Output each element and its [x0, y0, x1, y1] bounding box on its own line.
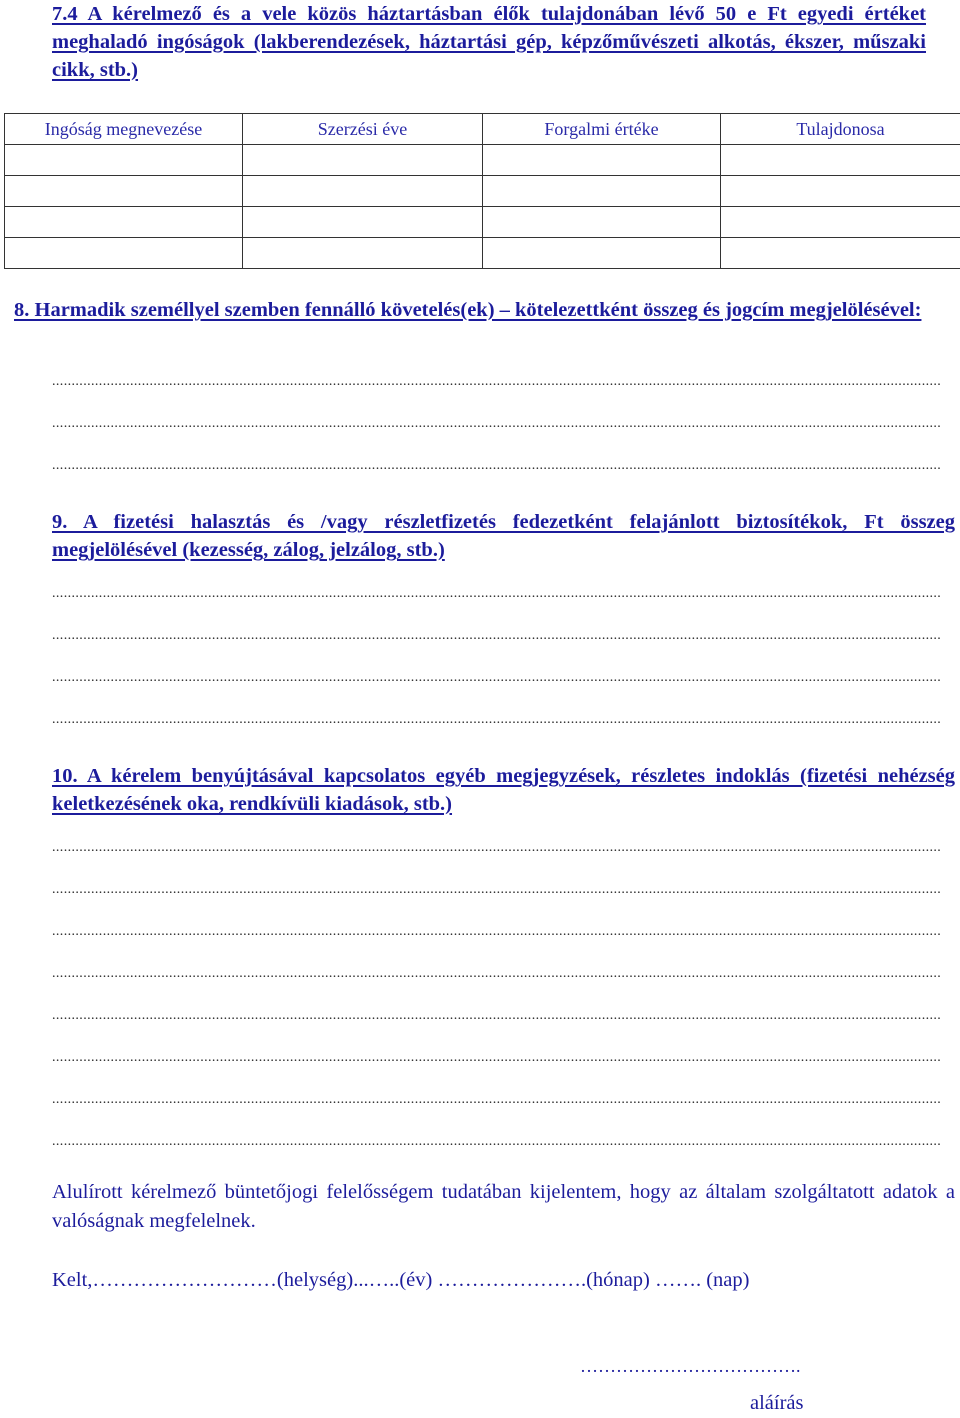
fill-in-line[interactable]: ....................................................................................................................................................................................................................................: [52, 924, 942, 939]
table-cell[interactable]: [483, 176, 721, 207]
fill-in-line[interactable]: ....................................................................................................................................................................................................................................: [52, 458, 942, 473]
table-cell[interactable]: [5, 176, 243, 207]
section-9-heading: 9. A fizetési halasztás és /vagy részletfizetés fedezetként felajánlott biztosítékok, Ft összeg megjelölésével (kezesség, zálog, jelzálog, stb.): [52, 511, 955, 561]
table-header-row: [5, 114, 960, 145]
table-cell[interactable]: [243, 238, 483, 269]
signature-label: aláírás: [750, 1392, 804, 1414]
table-cell[interactable]: [721, 145, 960, 176]
fill-in-line[interactable]: ....................................................................................................................................................................................................................................: [52, 840, 942, 855]
column-header-acquisition-year: Szerzési éve: [243, 114, 483, 145]
table-cell[interactable]: [483, 238, 721, 269]
table-cell[interactable]: [721, 207, 960, 238]
fill-in-line[interactable]: ....................................................................................................................................................................................................................................: [52, 628, 942, 643]
declaration-text: Alulírott kérelmező büntetőjogi felelősségem tudatában kijelentem, hogy az általam szolgáltatott adatok a valóságnak megfelelnek.: [52, 1181, 955, 1232]
table-row: [5, 238, 960, 269]
fill-in-line[interactable]: ....................................................................................................................................................................................................................................: [52, 416, 942, 431]
fill-in-line[interactable]: ....................................................................................................................................................................................................................................: [52, 882, 942, 897]
signature-line[interactable]: ……………………………….: [580, 1356, 801, 1376]
table-cell[interactable]: [5, 207, 243, 238]
fill-in-line[interactable]: ....................................................................................................................................................................................................................................: [52, 1050, 942, 1065]
table-cell[interactable]: [483, 207, 721, 238]
property-table: [4, 113, 960, 269]
table-cell[interactable]: [721, 238, 960, 269]
fill-in-line[interactable]: ....................................................................................................................................................................................................................................: [52, 670, 942, 685]
table-cell[interactable]: [243, 207, 483, 238]
date-place-line[interactable]: Kelt,………………………(helység)...…..(év) ………………….(hónap) ……. (nap): [52, 1269, 750, 1291]
table-row: [5, 145, 960, 176]
table-cell[interactable]: [5, 145, 243, 176]
column-header-market-value: Forgalmi értéke: [483, 114, 721, 145]
fill-in-line[interactable]: ....................................................................................................................................................................................................................................: [52, 1092, 942, 1107]
fill-in-line[interactable]: ....................................................................................................................................................................................................................................: [52, 374, 942, 389]
fill-in-line[interactable]: ....................................................................................................................................................................................................................................: [52, 1008, 942, 1023]
column-header-owner: Tulajdonosa: [721, 114, 960, 145]
column-header-item-name: Ingóság megnevezése: [5, 114, 243, 145]
table-cell[interactable]: [243, 145, 483, 176]
fill-in-line[interactable]: ....................................................................................................................................................................................................................................: [52, 586, 942, 601]
table-row: [5, 207, 960, 238]
table-row: [5, 176, 960, 207]
section-8-heading: 8. Harmadik személlyel szemben fennálló követelés(ek) – kötelezettként összeg és jogcím megjelölésével:: [14, 299, 922, 321]
fill-in-line[interactable]: ....................................................................................................................................................................................................................................: [52, 1134, 942, 1149]
fill-in-line[interactable]: ....................................................................................................................................................................................................................................: [52, 966, 942, 981]
table-cell[interactable]: [243, 176, 483, 207]
table-cell[interactable]: [721, 176, 960, 207]
fill-in-line[interactable]: ....................................................................................................................................................................................................................................: [52, 712, 942, 727]
table-cell[interactable]: [483, 145, 721, 176]
section-10-heading: 10. A kérelem benyújtásával kapcsolatos egyéb megjegyzések, részletes indoklás (fizetési nehézség keletkezésének oka, rendkívüli kiadások, stb.): [52, 765, 955, 815]
table-cell[interactable]: [5, 238, 243, 269]
section-7-heading: 7.4 A kérelmező és a vele közös háztartásban élők tulajdonában lévő 50 e Ft egyedi értéket meghaladó ingóságok (lakberendezések, háztartási gép, képzőművészeti alkotás, ékszer, műszaki cikk, stb.): [52, 3, 926, 81]
